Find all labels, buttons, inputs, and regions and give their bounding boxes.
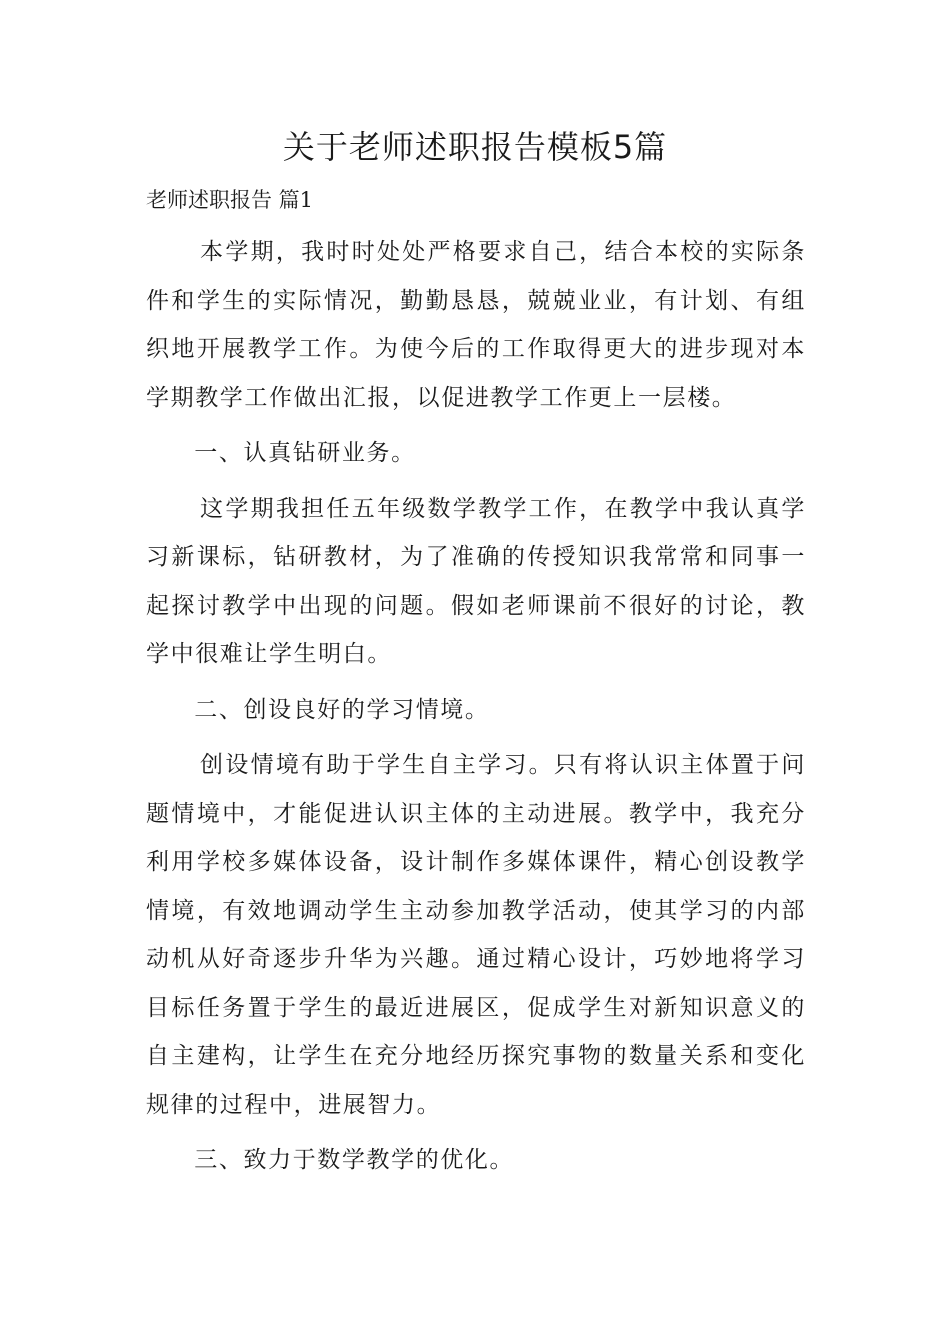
section-heading-2: 二、创设良好的学习情境。 bbox=[194, 696, 490, 723]
paragraph-intro: 本学期，我时时处处严格要求自己，结合本校的实际条件和学生的实际情况，勤勤恳恳，兢兢业业，有计划、有组织地开展教学工作。为使今后的工作取得更大的进步现对本学期教学工作做出汇报，以促进教学工作更上一层楼。 bbox=[146, 239, 806, 411]
section-heading-3: 三、致力于数学教学的优化。 bbox=[194, 1147, 515, 1173]
section-subtitle: 老师述职报告 篇1 bbox=[146, 188, 314, 212]
paragraph-research: 这学期我担任五年级数学教学工作，在教学中我认真学习新课标，钻研教材，为了准确的传授知识我常常和同事一起探讨教学中出现的问题。假如老师课前不很好的讨论，教学中很难让学生明白。 bbox=[146, 495, 806, 667]
paragraph-environment: 创设情境有助于学生自主学习。只有将认识主体置于问题情境中，才能促进认识主体的主动进展。教学中，我充分利用学校多媒体设备，设计制作多媒体课件，精心创设教学情境，有效地调动学生主动参加教学活动，使其学习的内部动机从好奇逐步升华为兴趣。通过精心设计，巧妙地将学习目标任务置于学生的最近进展区，促成学生对新知识意义的自主建构，让学生在充分地经历探究事物的数量关系和变化规律的过程中，进展智力。 bbox=[146, 752, 806, 1118]
section-heading-1: 一、认真钻研业务。 bbox=[194, 440, 416, 466]
document-title: 关于老师述职报告模板5篇 bbox=[282, 128, 668, 166]
document-body bbox=[146, 228, 806, 1192]
